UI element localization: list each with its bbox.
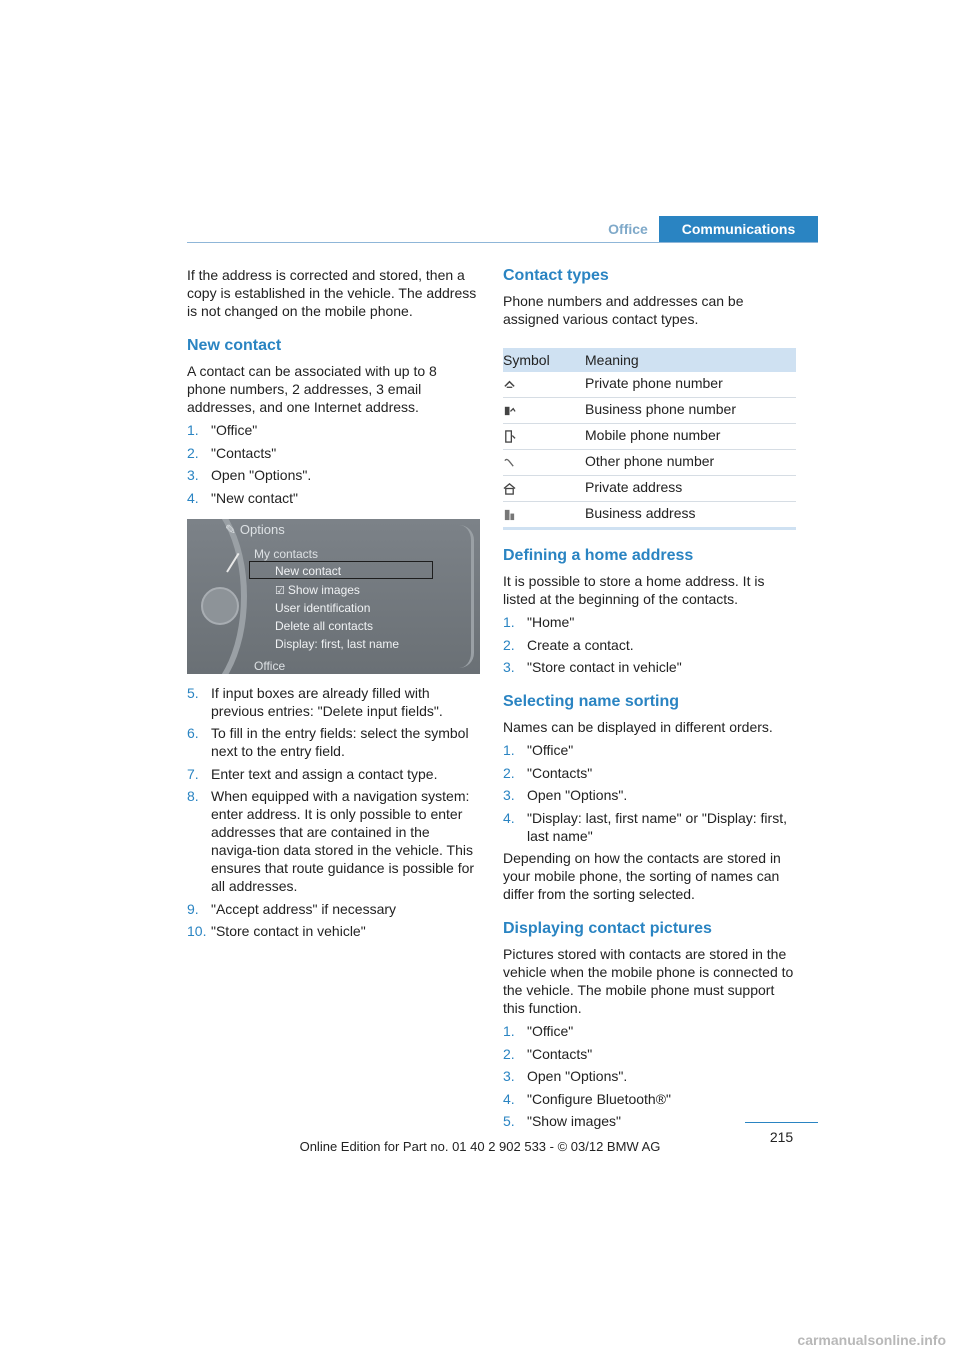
name-sorting-heading: Selecting name sorting bbox=[503, 693, 680, 710]
menu-item-show-images[interactable]: ☑ Show images bbox=[275, 582, 360, 597]
list-item: 1. "Home" bbox=[503, 614, 575, 630]
other-phone-icon bbox=[503, 456, 516, 469]
table-row bbox=[503, 502, 796, 529]
list-item: 3. Open "Options". bbox=[503, 1068, 628, 1084]
list-item: 3. Open "Options". bbox=[503, 787, 628, 803]
menu-item-display-order[interactable]: Display: first, last name bbox=[275, 636, 400, 651]
list-item: 3. Open "Options". bbox=[187, 467, 312, 483]
list-item: 9. "Accept address" if necessary bbox=[187, 900, 397, 917]
page-number-rule bbox=[745, 1122, 818, 1123]
private-phone-icon bbox=[503, 378, 516, 391]
name-sorting-note: Depending on how the contacts are stored in your mobile phone, the sorting of names can differ from the sorting selected. bbox=[503, 850, 781, 902]
header-rule bbox=[187, 242, 818, 243]
options-icon: ✎ bbox=[225, 521, 236, 537]
row-meaning: Business address bbox=[585, 502, 796, 529]
table-row bbox=[503, 450, 796, 476]
contact-types-text: Phone numbers and addresses can be assigned various contact types. bbox=[503, 293, 744, 327]
row-meaning: Mobile phone number bbox=[585, 424, 796, 450]
checkbox-icon: ☑ bbox=[275, 584, 285, 597]
menu-item-delete-all-contacts[interactable]: Delete all contacts bbox=[275, 618, 374, 633]
home-address-steps bbox=[503, 613, 796, 676]
business-address-icon bbox=[503, 508, 516, 521]
menu-item-user-identification[interactable]: User identification bbox=[275, 600, 371, 615]
new-contact-steps-continued bbox=[187, 684, 479, 941]
contact-pictures-heading: Displaying contact pictures bbox=[503, 920, 712, 937]
list-item: 1. "Office" bbox=[187, 422, 258, 438]
list-item: 2. Create a contact. bbox=[503, 636, 634, 653]
table-header-row bbox=[503, 348, 796, 372]
row-meaning: Other phone number bbox=[585, 450, 796, 476]
list-item: 2. "Contacts" bbox=[187, 444, 277, 461]
list-item: 8. When equipped with a navigation system: enter address. It is only possible to enter addresses that are contained in the naviga-tion data stored in the vehicle. This ensures that route guidance is possible for all addresses. bbox=[187, 788, 475, 894]
list-item: 4. "New contact" bbox=[187, 489, 298, 506]
section-label: Office bbox=[608, 221, 648, 237]
list-item: 5. "Show images" bbox=[503, 1113, 621, 1129]
name-sorting-steps bbox=[503, 741, 796, 845]
edition-footer: Online Edition for Part no. 01 40 2 902 533 - © 03/12 BMW AG bbox=[299, 1139, 661, 1154]
chapter-label: Communications bbox=[659, 216, 818, 243]
mobile-phone-icon bbox=[503, 430, 516, 443]
page-number: 215 bbox=[769, 1129, 794, 1145]
list-item: 1. "Office" bbox=[503, 742, 574, 758]
business-phone-icon bbox=[503, 404, 516, 417]
list-item: 2. "Contacts" bbox=[503, 764, 593, 781]
list-item: 4. "Configure Bluetooth®" bbox=[503, 1090, 672, 1107]
new-contact-steps bbox=[187, 421, 479, 507]
left-column bbox=[187, 266, 479, 945]
table-row bbox=[503, 424, 796, 450]
list-item: 4. "Display: last, first name" or "Display: first, last name" bbox=[503, 809, 787, 844]
table-row bbox=[503, 398, 796, 424]
name-sorting-text: Names can be displayed in different orders. bbox=[503, 719, 773, 735]
table-row bbox=[503, 372, 796, 398]
list-item: 3. "Store contact in vehicle" bbox=[503, 659, 682, 675]
menu-item-new-contact[interactable]: New contact bbox=[275, 563, 342, 578]
contact-pictures-text: Pictures stored with contacts are stored in the vehicle when the mobile phone is connected to the vehicle. The mobile phone must support this function. bbox=[503, 946, 794, 1016]
row-meaning: Business phone number bbox=[585, 398, 796, 424]
new-contact-text: A contact can be associated with up to 8 phone numbers, 2 addresses, 3 email addresses, and one Internet address. bbox=[187, 363, 437, 415]
row-meaning: Private address bbox=[585, 476, 796, 502]
site-watermark: carmanualsonline.info bbox=[797, 1332, 946, 1348]
idrive-options-screenshot bbox=[187, 519, 480, 674]
screen-footer: Office bbox=[254, 658, 286, 673]
list-item: 2. "Contacts" bbox=[503, 1045, 593, 1062]
list-item: 1. "Office" bbox=[503, 1023, 574, 1039]
intro-paragraph: If the address is corrected and stored, then a copy is established in the vehicle. The address is not changed on the mobile phone. bbox=[187, 267, 477, 319]
home-address-heading: Defining a home address bbox=[503, 547, 694, 564]
list-item: 10. "Store contact in vehicle" bbox=[187, 923, 366, 939]
right-column bbox=[503, 266, 796, 1135]
table-row bbox=[503, 476, 796, 502]
row-meaning: Private phone number bbox=[585, 372, 796, 398]
screen-edge bbox=[459, 525, 474, 668]
new-contact-heading: New contact bbox=[187, 337, 282, 354]
screen-title: ✎ Options bbox=[225, 521, 285, 537]
list-item: 7. Enter text and assign a contact type. bbox=[187, 765, 438, 782]
contact-types-heading: Contact types bbox=[503, 267, 609, 284]
contact-pictures-steps bbox=[503, 1022, 796, 1130]
screen-section: My contacts bbox=[254, 546, 319, 561]
list-item: 6. To fill in the entry fields: select the symbol next to the entry field. bbox=[187, 725, 469, 759]
contact-types-table bbox=[503, 348, 796, 530]
column-header-symbol: Symbol bbox=[503, 348, 585, 372]
header-tabs bbox=[597, 216, 818, 243]
private-address-icon bbox=[503, 482, 516, 495]
home-address-text: It is possible to store a home address. It is listed at the beginning of the contacts. bbox=[503, 573, 765, 607]
list-item: 5. If input boxes are already filled with previous entries: "Delete input fields". bbox=[187, 684, 443, 719]
column-header-meaning: Meaning bbox=[585, 348, 796, 372]
controller-knob-icon bbox=[201, 587, 239, 625]
